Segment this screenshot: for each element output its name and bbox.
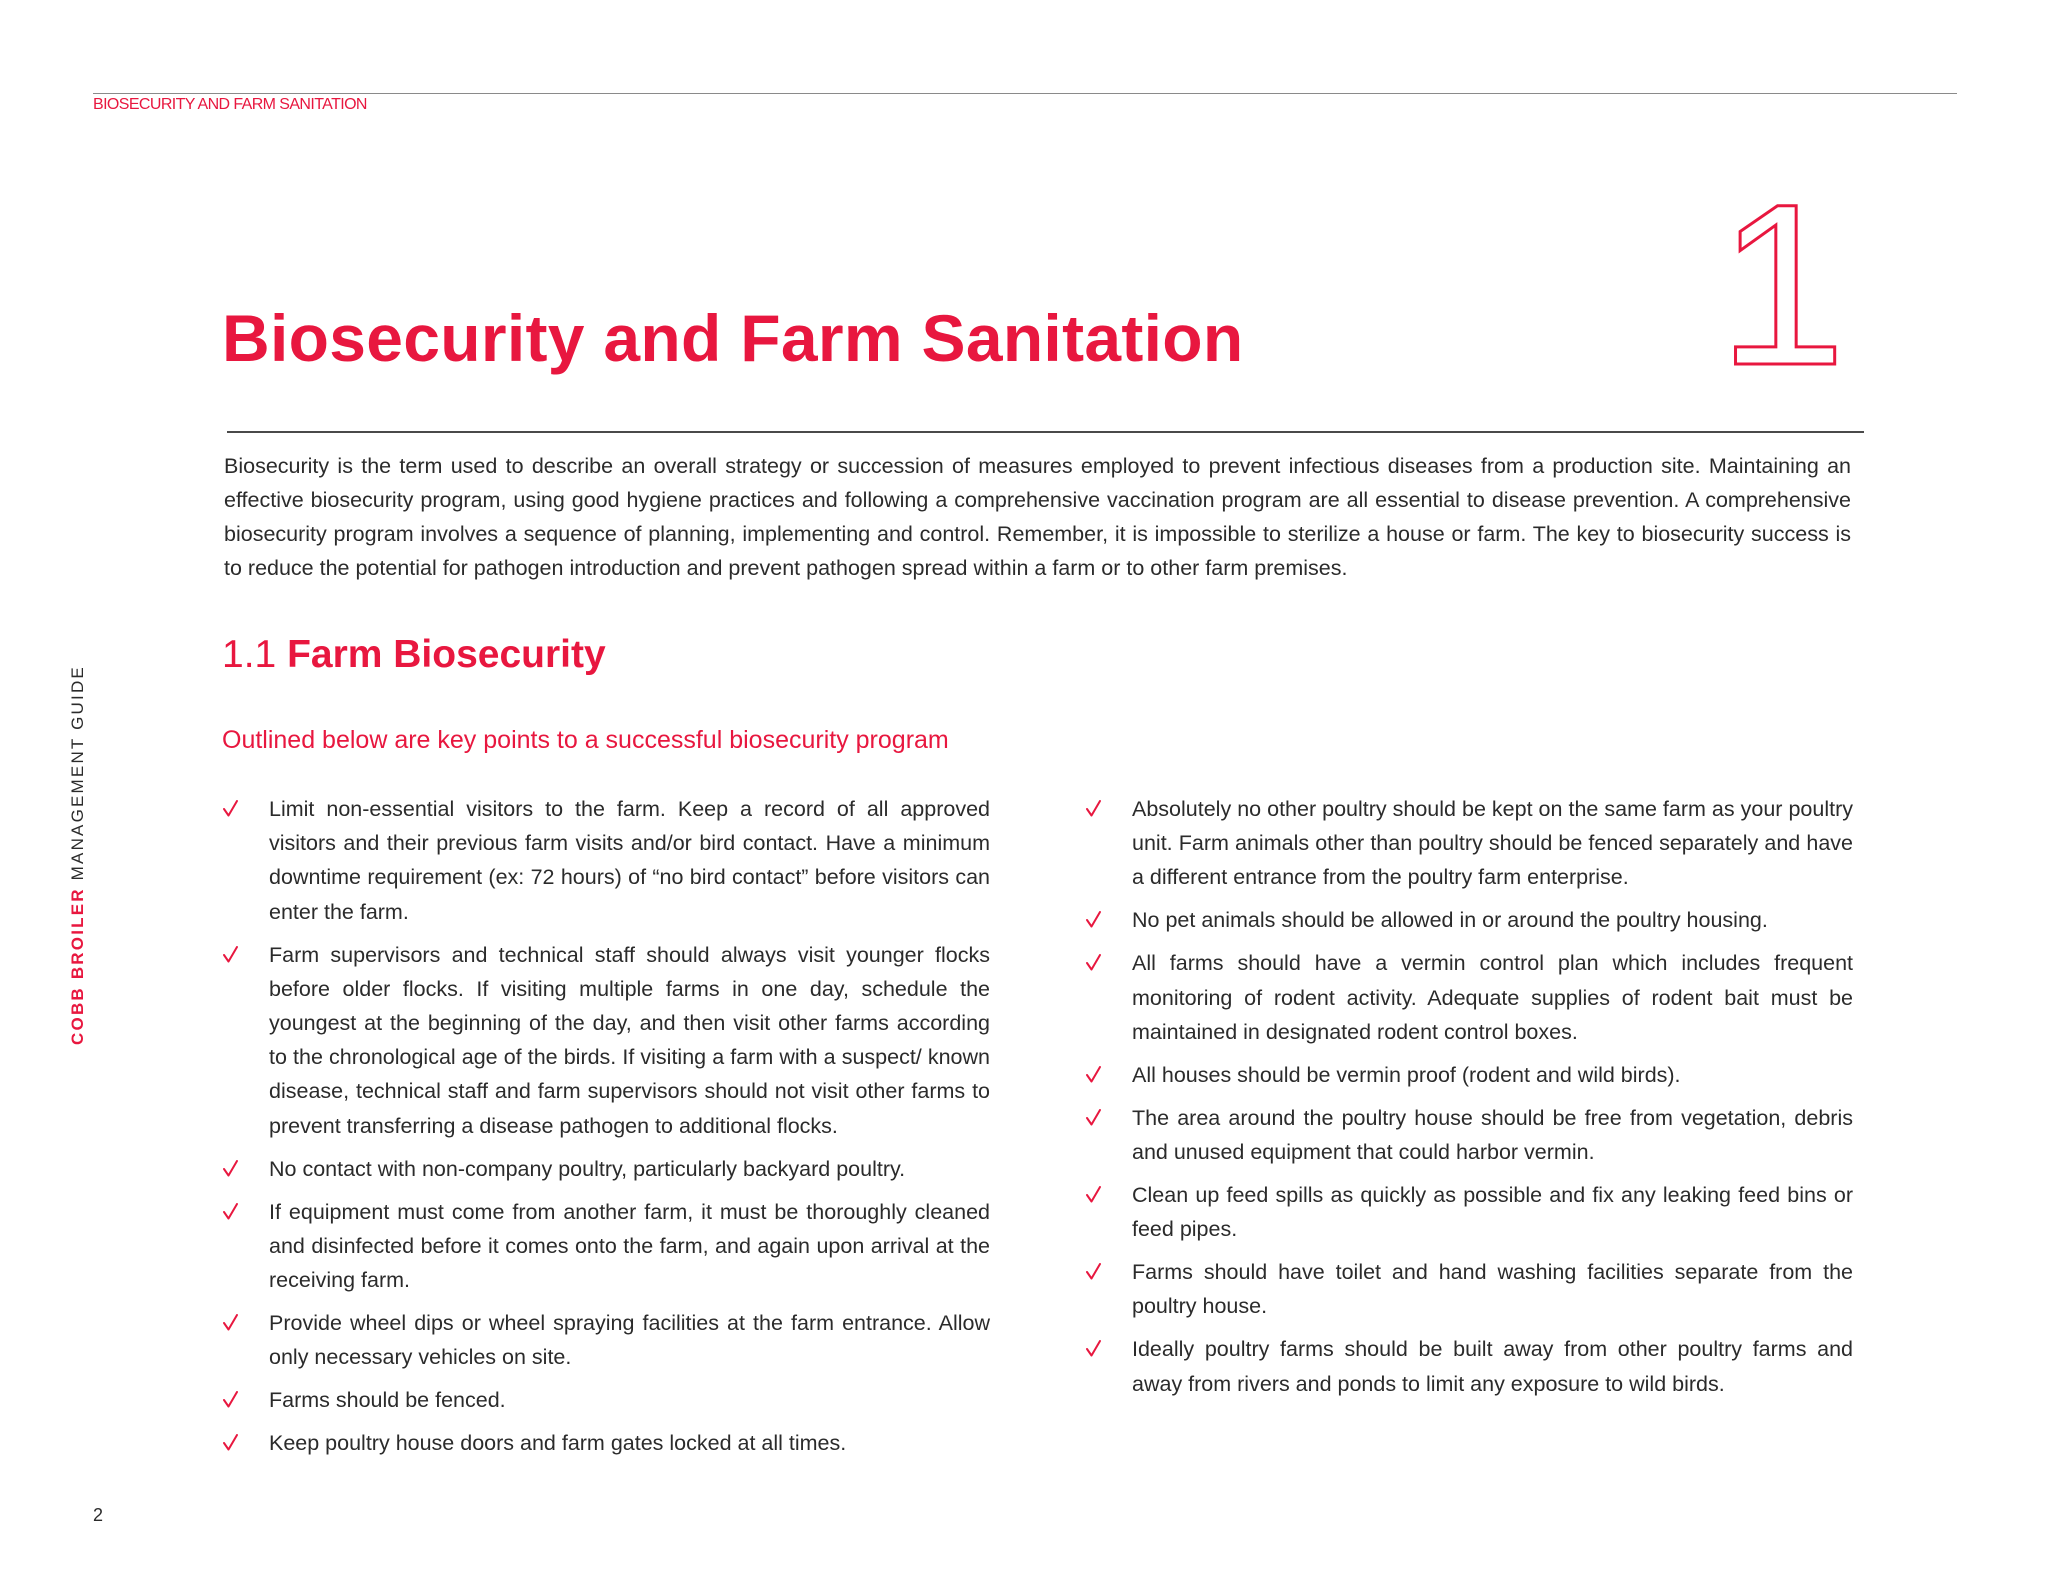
check-icon: [1085, 903, 1103, 937]
title-divider: [227, 431, 1864, 433]
side-label: [68, 665, 88, 1045]
check-icon: [1085, 1101, 1103, 1135]
check-icon: [222, 938, 240, 972]
check-icon: [222, 1195, 240, 1229]
check-icon: [1085, 1332, 1103, 1366]
bullet-text: The area around the poultry house should be free from vegetation, debris and unused equipment that could harbor vermin.: [1132, 1105, 1853, 1165]
page-title: Biosecurity and Farm Sanitation: [222, 301, 1244, 375]
check-icon: [1085, 1178, 1103, 1212]
check-icon: [1085, 1255, 1103, 1289]
section-number: 1.1: [222, 633, 277, 676]
bullet-text: All farms should have a vermin control plan which includes frequent monitoring of rodent activity. Adequate supplies of rodent bait must be maintained in designated rodent control boxes.: [1132, 951, 1853, 1044]
check-icon: [222, 1152, 240, 1186]
check-icon: [222, 792, 240, 826]
running-header: BIOSECURITY AND FARM SANITATION: [93, 96, 367, 113]
bullet-text: Provide wheel dips or wheel spraying facilities at the farm entrance. Allow only necessary vehicles on site.: [269, 1311, 990, 1370]
check-icon: [222, 1426, 240, 1460]
bullet-item: [222, 1152, 990, 1186]
bullet-text: Farms should have toilet and hand washing facilities separate from the poultry house.: [1132, 1260, 1853, 1319]
bullet-item: [1085, 792, 1853, 895]
side-label-brand: COBB BROILER: [68, 887, 87, 1045]
bullet-item: [1085, 946, 1853, 1049]
bullet-text: Absolutely no other poultry should be kept on the same farm as your poultry unit. Farm animals other than poultry should be fenced separately and have a different entrance from the poultry farm enterprise.: [1132, 797, 1853, 890]
bullet-text: All houses should be vermin proof (rodent and wild birds).: [1132, 1062, 1681, 1087]
bullet-text: Limit non-essential visitors to the farm. Keep a record of all approved visitors and their previous farm visits and/or bird contact. Have a minimum downtime requirement (ex: 72 hours) of “no bird contact” before visitors can enter the farm.: [269, 797, 990, 924]
intro-paragraph: Biosecurity is the term used to describe an overall strategy or succession of measures employed to prevent infectious diseases from a production site. Maintaining an effective biosecurity program, using good hygiene practices and following a comprehensive vaccination program are all essential to disease prevention. A comprehensive biosecurity program involves a sequence of planning, implementing and control. Remember, it is impossible to sterilize a house or farm. The key to biosecurity success is to reduce the potential for pathogen introduction and prevent pathogen spread within a farm or to other farm premises.: [224, 454, 1851, 580]
bullet-text: Keep poultry house doors and farm gates locked at all times.: [269, 1431, 847, 1456]
bullet-item: [222, 938, 990, 1143]
page-number: 2: [93, 1505, 104, 1525]
bullet-item: [1085, 1178, 1853, 1246]
section-title: Farm Biosecurity: [287, 633, 606, 676]
chapter-number: [1718, 156, 1846, 413]
bullet-item: [222, 1426, 990, 1460]
bullet-item: [222, 792, 990, 929]
chapter-number-text: 1: [1718, 156, 1846, 413]
bullet-item: [1085, 1101, 1853, 1169]
bullet-text: No pet animals should be allowed in or around the poultry housing.: [1132, 908, 1768, 933]
bullet-text: Ideally poultry farms should be built away from other poultry farms and away from rivers and ponds to limit any exposure to wild birds.: [1132, 1337, 1853, 1396]
check-icon: [1085, 1058, 1103, 1092]
bullet-item: [1085, 1058, 1853, 1092]
bullet-item: [1085, 1332, 1853, 1400]
bullet-text: No contact with non-company poultry, particularly backyard poultry.: [269, 1156, 906, 1181]
bullet-list-right: [1085, 792, 1853, 1410]
check-icon: [222, 1306, 240, 1340]
bullet-text: Farm supervisors and technical staff should always visit younger flocks before older flocks. If visiting multiple farms in one day, schedule the youngest at the beginning of the day, and then visit other farms according to the chronological age of the birds. If visiting a farm with a suspect/ known disease, technical staff and farm supervisors should not visit other farms to prevent transferring a disease pathogen to additional flocks.: [269, 942, 990, 1138]
bullet-item: [222, 1306, 990, 1374]
bullet-item: [1085, 903, 1853, 937]
bullet-text: If equipment must come from another farm, it must be thoroughly cleaned and disinfected before it comes onto the farm, and again upon arrival at the receiving farm.: [269, 1199, 990, 1293]
bullet-text: Farms should be fenced.: [269, 1388, 506, 1413]
check-icon: [1085, 946, 1103, 980]
section-lead-in: Outlined below are key points to a successful biosecurity program: [222, 726, 949, 754]
header-rule: [93, 93, 1957, 94]
bullet-list-left: [222, 792, 990, 1469]
bullet-text: Clean up feed spills as quickly as possible and fix any leaking feed bins or feed pipes.: [1132, 1183, 1853, 1242]
side-label-text: MANAGEMENT GUIDE: [68, 665, 87, 881]
bullet-item: [222, 1195, 990, 1298]
check-icon: [1085, 792, 1103, 826]
section-heading: [222, 633, 606, 677]
bullet-item: [1085, 1255, 1853, 1323]
check-icon: [222, 1383, 240, 1417]
bullet-item: [222, 1383, 990, 1417]
